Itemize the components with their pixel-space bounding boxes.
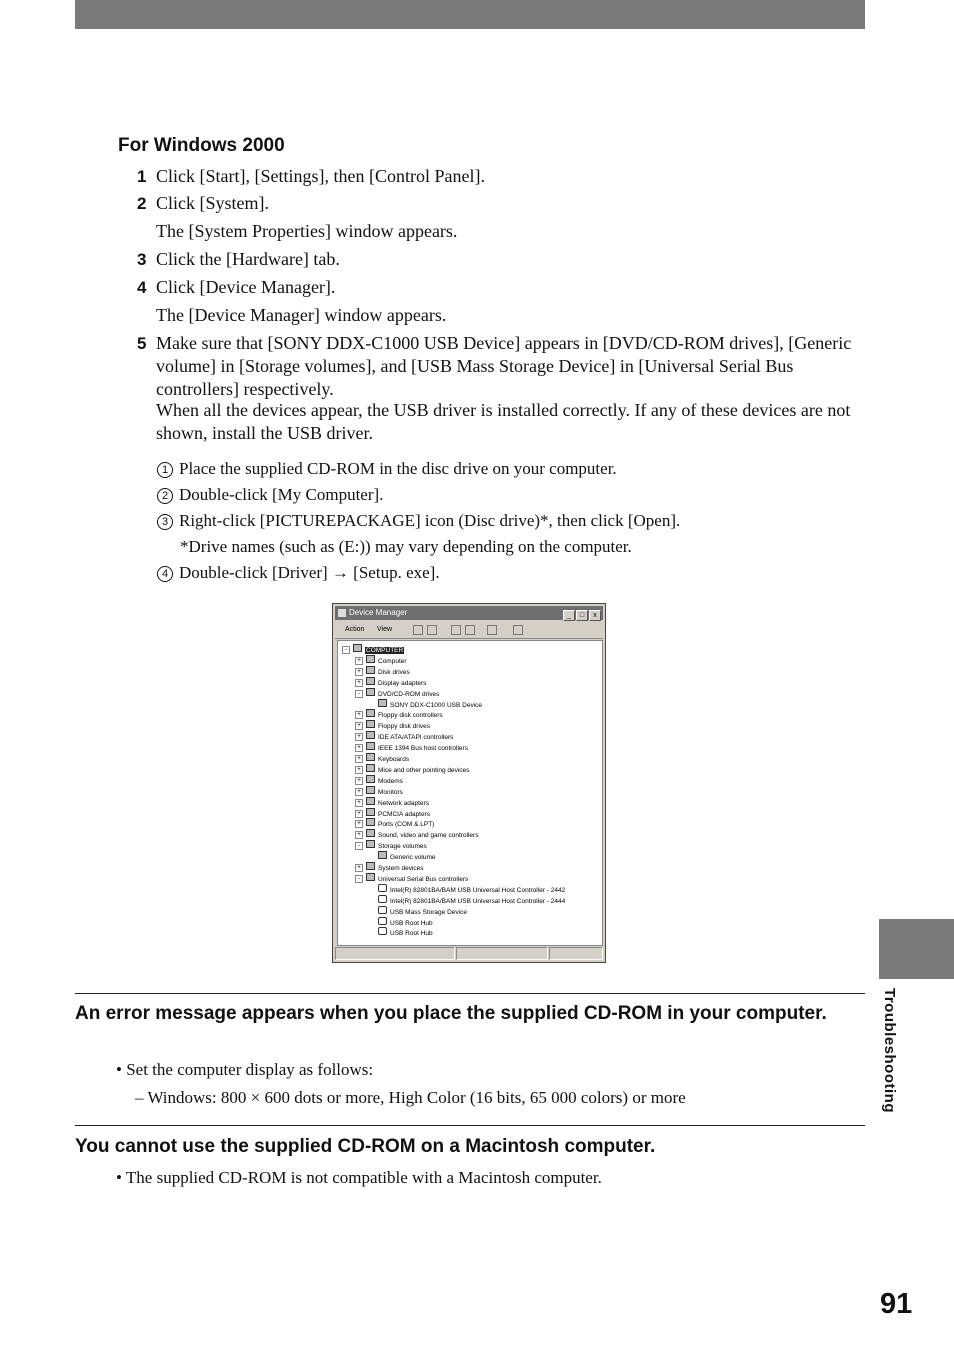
tree-node[interactable] <box>355 829 478 838</box>
substep-text: Double-click [My Computer]. <box>179 485 384 504</box>
step-number: 3 <box>137 250 147 269</box>
expand-toggle-icon[interactable]: + <box>355 711 363 719</box>
device-icon <box>366 753 375 761</box>
device-tree[interactable] <box>337 640 603 946</box>
step-text: Click the [Hardware] tab. <box>156 249 340 269</box>
device-icon <box>366 786 375 794</box>
expand-toggle-icon[interactable]: + <box>355 733 363 741</box>
device-icon <box>366 873 375 881</box>
tree-node-label: IDE ATA/ATAPI controllers <box>378 734 454 742</box>
section-label: Troubleshooting <box>881 988 898 1113</box>
substep-item <box>180 537 632 557</box>
device-icon <box>378 851 387 859</box>
substep-text: *Drive names (such as (E:)) may vary depending on the computer. <box>180 537 632 556</box>
tree-node[interactable] <box>355 709 443 718</box>
step-text: Make sure that [SONY DDX-C1000 USB Device] appears in [DVD/CD-ROM drives], [Generic volume] in [Storage volumes], and [USB Mass Storage Device] in [Universal Serial Bus controllers] respectively. <box>156 333 852 399</box>
device-icon <box>366 742 375 750</box>
step-text: Click [Device Manager]. <box>156 277 336 297</box>
expand-toggle-icon[interactable]: - <box>355 875 363 883</box>
device-icon <box>366 688 375 696</box>
expand-toggle-icon[interactable]: + <box>355 864 363 872</box>
tree-node-label: PCMCIA adapters <box>378 810 431 818</box>
device-icon <box>366 731 375 739</box>
divider <box>75 1125 865 1126</box>
properties-icon[interactable] <box>465 625 475 635</box>
tree-node[interactable] <box>368 851 436 860</box>
tree-node[interactable] <box>342 644 404 653</box>
maximize-button[interactable]: □ <box>576 610 588 621</box>
substep-item <box>157 485 383 505</box>
scan-icon[interactable] <box>513 625 523 635</box>
expand-toggle-icon[interactable]: + <box>355 657 363 665</box>
tree-node-label: Generic volume <box>390 854 436 862</box>
expand-toggle-icon[interactable]: + <box>355 722 363 730</box>
tree-node-label: IEEE 1394 Bus host controllers <box>378 745 468 753</box>
expand-toggle-icon[interactable]: + <box>355 755 363 763</box>
tree-node[interactable] <box>355 797 429 806</box>
expand-toggle-icon[interactable]: - <box>355 690 363 698</box>
tree-node-label: Network adapters <box>378 799 429 807</box>
substep-text: Right-click [PICTUREPACKAGE] icon (Disc drive)*, then click [Open]. <box>179 511 681 530</box>
expand-toggle-icon[interactable]: + <box>355 766 363 774</box>
tree-node[interactable] <box>355 775 403 784</box>
tree-node-label: Intel(R) 82801BA/BAM USB Universal Host Controller - 2444 <box>390 897 566 905</box>
tree-node-label: Storage volumes <box>378 843 427 851</box>
tree-node-label: Floppy disk controllers <box>378 712 443 720</box>
error-dash-item: – Windows: 800 × 600 dots or more, High Color (16 bits, 65 000 colors) or more <box>135 1088 686 1107</box>
expand-toggle-icon[interactable]: + <box>355 777 363 785</box>
usb-icon <box>378 906 387 914</box>
device-icon <box>366 862 375 870</box>
section-tab <box>879 919 954 979</box>
substep-text: Double-click [Driver] → [Setup. exe]. <box>179 563 440 582</box>
tree-node-label: Mice and other pointing devices <box>378 766 470 774</box>
circled-number: 3 <box>157 514 173 530</box>
device-icon <box>378 699 387 707</box>
step-text: Click [System]. <box>156 193 269 213</box>
step-number: 2 <box>137 194 147 213</box>
tree-node[interactable] <box>355 720 430 729</box>
device-manager-window <box>332 603 606 963</box>
tree-node[interactable] <box>355 742 468 751</box>
tree-node[interactable] <box>355 677 426 686</box>
expand-toggle-icon[interactable]: + <box>355 679 363 687</box>
tree-node-label: System devices <box>378 865 424 872</box>
tree-node-label: Universal Serial Bus controllers <box>378 875 469 883</box>
tree-node[interactable] <box>368 699 482 708</box>
expand-toggle-icon[interactable]: - <box>355 842 363 850</box>
tree-node[interactable] <box>355 753 409 762</box>
device-icon <box>366 775 375 783</box>
device-icon <box>366 818 375 826</box>
tree-node[interactable] <box>355 818 434 827</box>
tree-node-label: USB Root Hub <box>390 930 433 938</box>
tree-node-label: SONY DDX-C1000 USB Device <box>390 701 482 709</box>
device-icon <box>366 666 375 674</box>
step-text: The [System Properties] window appears. <box>156 221 458 241</box>
windows2000-heading: For Windows 2000 <box>118 135 285 156</box>
toolbar <box>335 622 603 639</box>
tree-node[interactable] <box>355 786 403 795</box>
expand-toggle-icon[interactable]: + <box>355 788 363 796</box>
tree-node-label: Ports (COM & LPT) <box>378 821 435 829</box>
device-icon <box>366 720 375 728</box>
device-icon <box>366 677 375 685</box>
tree-node[interactable] <box>355 666 410 675</box>
step-number: 4 <box>137 278 147 297</box>
tree-node-label: Intel(R) 82801BA/BAM USB Universal Host Controller - 2442 <box>390 886 566 894</box>
tree-node[interactable] <box>355 840 427 849</box>
usb-icon <box>378 884 387 892</box>
help-icon[interactable] <box>487 625 497 635</box>
tree-node[interactable] <box>355 862 424 871</box>
window-controls <box>562 608 601 622</box>
usb-icon <box>378 927 387 935</box>
device-icon <box>366 840 375 848</box>
tree-node[interactable] <box>368 884 565 893</box>
step-number: 5 <box>137 334 147 353</box>
divider <box>75 993 865 994</box>
tree-node-label: DVD/CD-ROM drives <box>378 690 440 698</box>
tree-node-label: Computer <box>378 657 407 665</box>
expand-toggle-icon[interactable]: + <box>355 831 363 839</box>
tree-node-label: Floppy disk drives <box>378 723 431 731</box>
substep-item <box>157 459 617 479</box>
status-bar <box>335 947 603 959</box>
expand-toggle-icon[interactable]: + <box>355 810 363 818</box>
tree-node[interactable] <box>355 764 469 773</box>
substep-text: Place the supplied CD-ROM in the disc drive on your computer. <box>179 459 617 478</box>
tree-node[interactable] <box>368 917 433 926</box>
device-icon <box>366 808 375 816</box>
tree-node[interactable] <box>368 906 467 915</box>
step-text: Click [Start], [Settings], then [Control Panel]. <box>156 166 485 186</box>
close-button[interactable]: x <box>589 610 601 621</box>
tree-node-label: Modems <box>378 777 403 785</box>
step-text: The [Device Manager] window appears. <box>156 305 447 325</box>
header-bar <box>75 0 865 29</box>
device-icon <box>353 644 362 652</box>
tree-node-label: Monitors <box>378 788 403 796</box>
page-number: 91 <box>880 1288 913 1320</box>
tree-node[interactable] <box>355 873 468 882</box>
mac-heading: You cannot use the supplied CD-ROM on a Macintosh computer. <box>75 1136 656 1157</box>
menu-action[interactable]: Action <box>345 626 365 633</box>
tree-node-label: USB Mass Storage Device <box>390 908 467 916</box>
tree-node-label: Disk drives <box>378 668 410 676</box>
error-bullet: • Set the computer display as follows: <box>116 1060 374 1079</box>
device-icon <box>366 764 375 772</box>
tree-node-label: USB Root Hub <box>390 919 433 927</box>
circled-number: 4 <box>157 566 173 582</box>
back-icon[interactable] <box>413 625 423 635</box>
expand-toggle-icon[interactable]: + <box>355 820 363 828</box>
device-icon <box>366 655 375 663</box>
tree-node[interactable] <box>355 808 430 817</box>
device-icon <box>366 829 375 837</box>
view-icon[interactable] <box>451 625 461 635</box>
title-bar <box>335 606 603 620</box>
menu-view[interactable]: View <box>377 626 393 633</box>
mac-bullet: • The supplied CD-ROM is not compatible with a Macintosh computer. <box>116 1168 602 1187</box>
expand-toggle-icon[interactable]: - <box>342 646 350 654</box>
device-icon <box>366 797 375 805</box>
substep-item <box>157 563 440 583</box>
usb-icon <box>378 895 387 903</box>
expand-toggle-icon[interactable]: + <box>355 668 363 676</box>
tree-node[interactable] <box>355 688 439 697</box>
error-heading: An error message appears when you place the supplied CD-ROM in your computer. <box>75 1003 827 1024</box>
tree-node-label: Display adapters <box>378 679 427 687</box>
minimize-button[interactable]: _ <box>563 610 575 621</box>
tree-node[interactable] <box>368 927 433 936</box>
usb-icon <box>378 917 387 925</box>
step-text: When all the devices appear, the USB driver is installed correctly. If any of these devices are not shown, install the USB driver. <box>156 400 851 443</box>
expand-toggle-icon[interactable]: + <box>355 744 363 752</box>
forward-icon[interactable] <box>427 625 437 635</box>
device-icon <box>366 709 375 717</box>
substep-item <box>157 511 680 531</box>
tree-node-label: Keyboards <box>378 756 410 763</box>
circled-number: 2 <box>157 488 173 504</box>
tree-node[interactable] <box>368 895 565 904</box>
app-icon <box>338 609 346 617</box>
tree-node-label: COMPUTER <box>366 647 404 654</box>
circled-number: 1 <box>157 462 173 478</box>
tree-node[interactable] <box>355 731 453 740</box>
tree-node-label: Sound, video and game controllers <box>378 832 479 840</box>
window-title: Device Manager <box>349 608 408 617</box>
expand-toggle-icon[interactable]: + <box>355 799 363 807</box>
step-number: 1 <box>137 167 147 186</box>
tree-node[interactable] <box>355 655 407 664</box>
